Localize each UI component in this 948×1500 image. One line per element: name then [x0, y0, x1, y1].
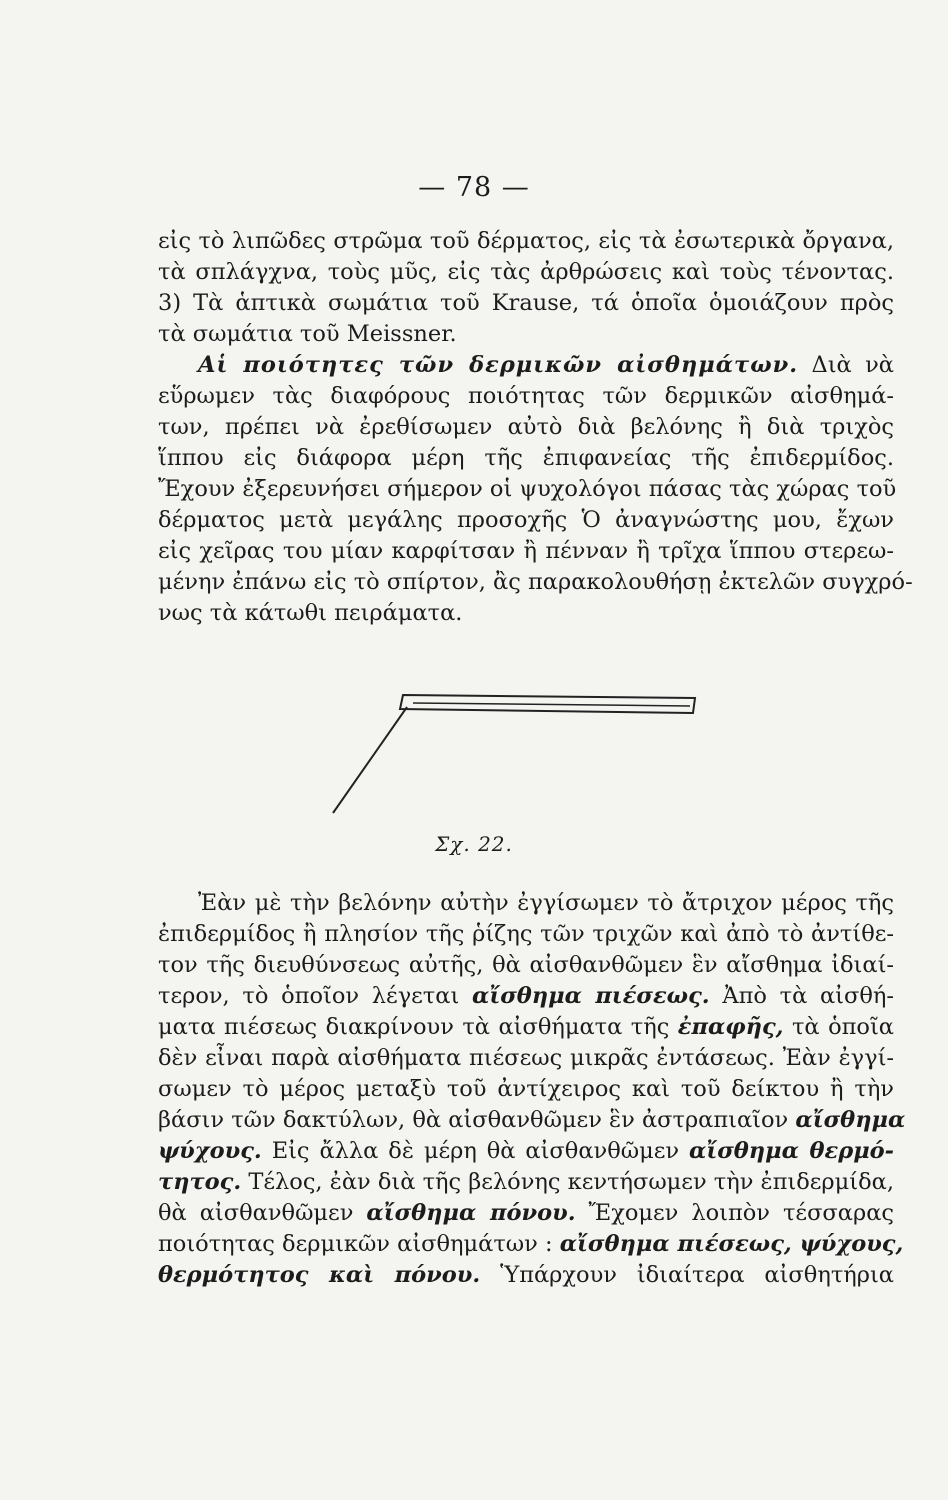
- text-line: Ἔχουν ἐξερευνήσει σήμερον οἱ ψυχολόγοι πάσας τὰς χώρας τοῦ: [158, 476, 897, 502]
- text-line: εἰς τὸ λιπῶδες στρῶμα τοῦ δέρματος, εἰς τὰ ἐσωτερικὰ ὄργανα,: [158, 228, 894, 254]
- text-line: τὰ σπλάγχνα, τοὺς μῦς, εἰς τὰς ἀρθρώσεις καὶ τοὺς τένοντας.: [158, 259, 894, 285]
- text-line: [158, 1260, 894, 1291]
- pin-figure: [325, 685, 705, 815]
- figure-caption: Σχ. 22.: [435, 832, 513, 856]
- text-block-bottom: [158, 888, 906, 1291]
- emphasis-term: θερμότητος καὶ πόνου.: [158, 1262, 481, 1288]
- text-fragment: ματα πιέσεως διακρίνουν τὰ αἰσθήματα τῆς: [158, 1014, 670, 1040]
- text-line: Ἐὰν μὲ τὴν βελόνην αὐτὴν ἐγγίσωμεν τὸ ἄτριχον μέρος τῆς: [198, 890, 894, 916]
- text-line: [158, 1136, 894, 1167]
- emphasis-term: αἴσθημα πιέσεως.: [472, 983, 710, 1009]
- text-line: ἐπιδερμίδος ἢ πλησίον τῆς ῥίζης τῶν τριχῶν καὶ ἀπὸ τὸ ἀντίθε-: [158, 921, 894, 947]
- text-line: 3) Τὰ ἁπτικὰ σωμάτια τοῦ Krause, τά ὁποῖα ὁμοιάζουν πρὸς: [158, 290, 894, 316]
- pin-shaft: [333, 707, 407, 813]
- text-fragment: Ἔχομεν λοιπὸν τέσσαρας: [588, 1200, 895, 1226]
- text-block-top: [158, 226, 913, 629]
- text-line: εἰς χεῖρας του μίαν καρφίτσαν ἢ πένναν ἢ τρῖχα ἵππου στερεω-: [158, 538, 894, 564]
- text-fragment: Διὰ νὰ: [811, 352, 894, 378]
- section-heading-line: [158, 350, 894, 381]
- emphasis-term: αἴσθημα πόνου.: [366, 1200, 576, 1226]
- text-line: δὲν εἶναι παρὰ αἰσθήματα πιέσεως μικρᾶς ἐντάσεως. Ἐὰν ἐγγί-: [158, 1045, 894, 1071]
- text-fragment: Ὑπάρχουν ἰδιαίτερα αἰσθητήρια: [500, 1262, 894, 1288]
- text-line: σωμεν τὸ μέρος μεταξὺ τοῦ ἀντίχειρος καὶ τοῦ δείκτου ἢ τὴν: [158, 1076, 894, 1102]
- emphasis-term: ψύχους.: [158, 1138, 262, 1164]
- text-line: [158, 1012, 894, 1043]
- pin-head-inner-line: [413, 703, 690, 706]
- emphasis-term: ἐπαφῆς,: [677, 1014, 784, 1040]
- text-fragment: βάσιν τῶν δακτύλων, θὰ αἰσθανθῶμεν ἓν ἀστραπιαῖον: [158, 1107, 789, 1133]
- text-line: τὰ σωμάτια τοῦ Meissner.: [158, 321, 457, 347]
- emphasis-term: αἴσθημα πιέσεως, ψύχους,: [559, 1231, 904, 1257]
- section-heading: Αἱ ποιότητες τῶν δερμικῶν αἰσθημάτων.: [198, 352, 799, 378]
- emphasis-term: αἴσθημα: [795, 1107, 906, 1133]
- text-line: νως τὰ κάτωθι πειράματα.: [158, 600, 463, 626]
- text-line: [158, 1198, 894, 1229]
- text-fragment: ποιότητας δερμικῶν αἰσθημάτων :: [158, 1231, 553, 1257]
- text-line: [158, 1229, 904, 1260]
- text-line: [158, 981, 894, 1012]
- text-fragment: Εἰς ἄλλα δὲ μέρη θὰ αἰσθανθῶμεν: [271, 1138, 680, 1164]
- text-line: των, πρέπει νὰ ἐρεθίσωμεν αὐτὸ διὰ βελόνης ἢ διὰ τριχὸς: [158, 414, 894, 440]
- text-line: ἵππου εἰς διάφορα μέρη τῆς ἐπιφανείας τῆς ἐπιδερμίδος.: [158, 445, 894, 471]
- emphasis-term: τητος.: [158, 1169, 242, 1195]
- text-line: τον τῆς διευθύνσεως αὐτῆς, θὰ αἰσθανθῶμεν ἓν αἴσθημα ἰδιαί-: [158, 952, 894, 978]
- text-line: δέρματος μετὰ μεγάλης προσοχῆς Ὁ ἀναγνώστης μου, ἔχων: [158, 507, 894, 533]
- text-line: μένην ἐπάνω εἰς τὸ σπίρτον, ἂς παρακολουθήσῃ ἐκτελῶν συγχρό-: [158, 569, 913, 595]
- page-number: — 78 —: [418, 172, 530, 203]
- text-fragment: θὰ αἰσθανθῶμεν: [158, 1200, 354, 1226]
- text-fragment: Τέλος, ἐὰν διὰ τῆς βελόνης κεντήσωμεν τὴν ἐπιδερμίδα,: [248, 1169, 895, 1195]
- text-line: [158, 1167, 894, 1198]
- text-line: εὕρωμεν τὰς διαφόρους ποιότητας τῶν δερμικῶν αἰσθημά-: [158, 383, 894, 409]
- text-fragment: τὰ ὁποῖα: [791, 1014, 894, 1040]
- text-fragment: τερον, τὸ ὁποῖον λέγεται: [158, 983, 460, 1009]
- text-fragment: Ἀπὸ τὰ αἰσθή-: [722, 983, 894, 1009]
- emphasis-term: αἴσθημα θερμό-: [689, 1138, 895, 1164]
- text-line: [158, 1105, 906, 1136]
